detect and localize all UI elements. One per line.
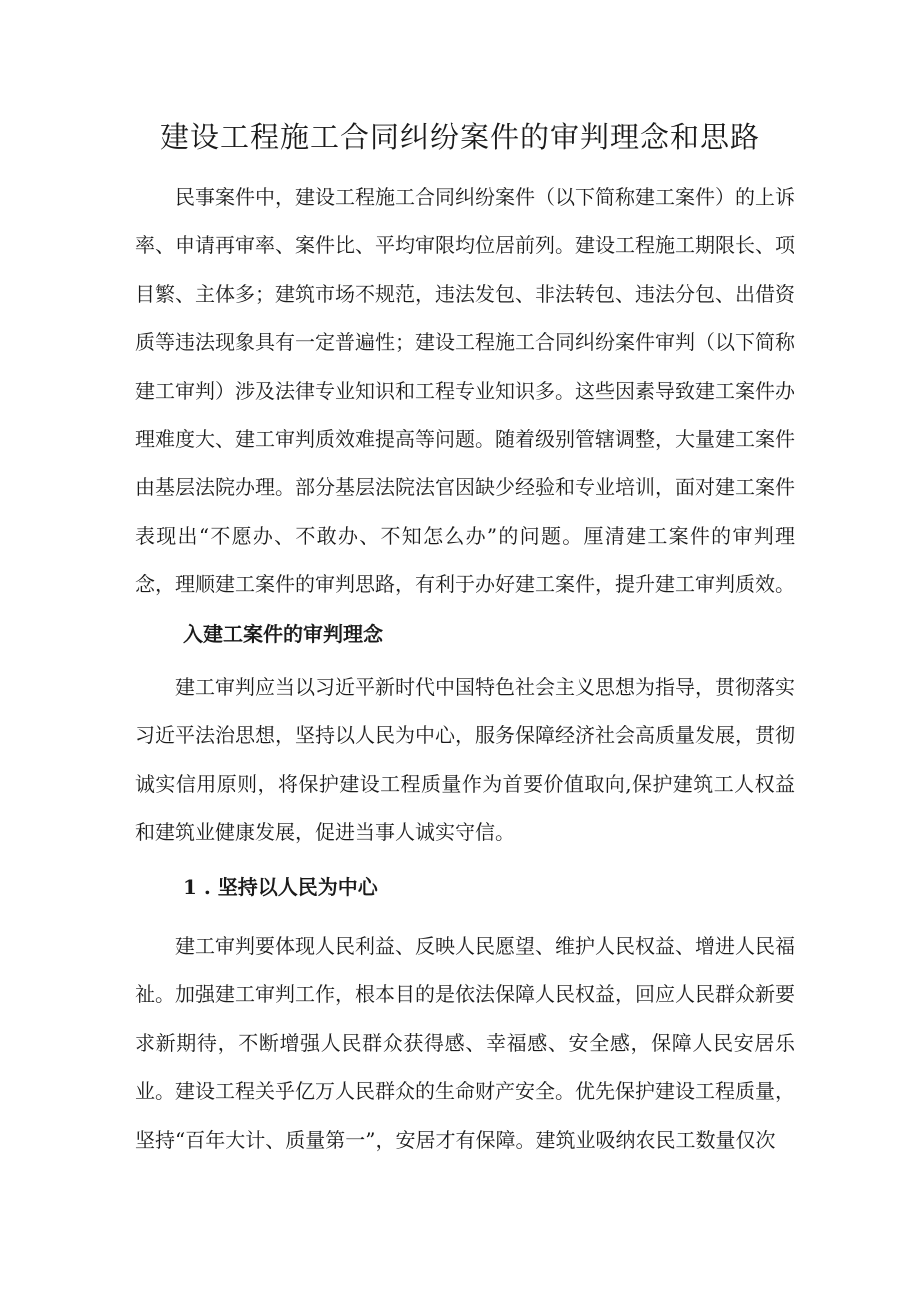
section-heading-philosophy: 入建工案件的审判理念 — [183, 622, 383, 646]
subsection-heading-people-centered: 1 . 坚持以人民为中心 — [183, 875, 378, 899]
paragraph-philosophy: 建工审判应当以习近平新时代中国特色社会主义思想为指导，贯彻落实习近平法治思想，坚持以人民为中心，服务保障经济社会高质量发展，贯彻诚实信用原则，将保护建设工程质量作为首要价值取向,保护建筑工人权益和建筑业健康发展，促进当事人诚实守信。 — [135, 675, 795, 845]
paragraph-people-centered: 建工审判要体现人民利益、反映人民愿望、维护人民权益、增进人民福祉。加强建工审判工作，根本目的是依法保障人民权益，回应人民群众新要求新期待，不断增强人民群众获得感、幸福感、安全感，保障人民安居乐业。建设工程关乎亿万人民群众的生命财产安全。优先保护建设工程质量，坚持“百年大计、质量第一”，安居才有保障。建筑业吸纳农民工数量仅次 — [135, 934, 795, 1152]
paragraph-intro: 民事案件中，建设工程施工合同纠纷案件（以下简称建工案件）的上诉率、申请再审率、案件比、平均审限均位居前列。建设工程施工期限长、项目繁、主体多；建筑市场不规范，违法发包、非法转包、违法分包、出借资质等违法现象具有一定普遍性；建设工程施工合同纠纷案件审判（以下简称建工审判）涉及法律专业知识和工程专业知识多。这些因素导致建工案件办理难度大、建工审判质效难提高等问题。随着级别管辖调整，大量建工案件由基层法院办理。部分基层法院法官因缺少经验和专业培训，面对建工案件表现出“不愿办、不敢办、不知怎么办”的问题。厘清建工案件的审判理念，理顺建工案件的审判思路，有利于办好建工案件，提升建工审判质效。 — [135, 185, 795, 597]
document-title: 建设工程施工合同纠纷案件的审判理念和思路 — [159, 120, 760, 154]
